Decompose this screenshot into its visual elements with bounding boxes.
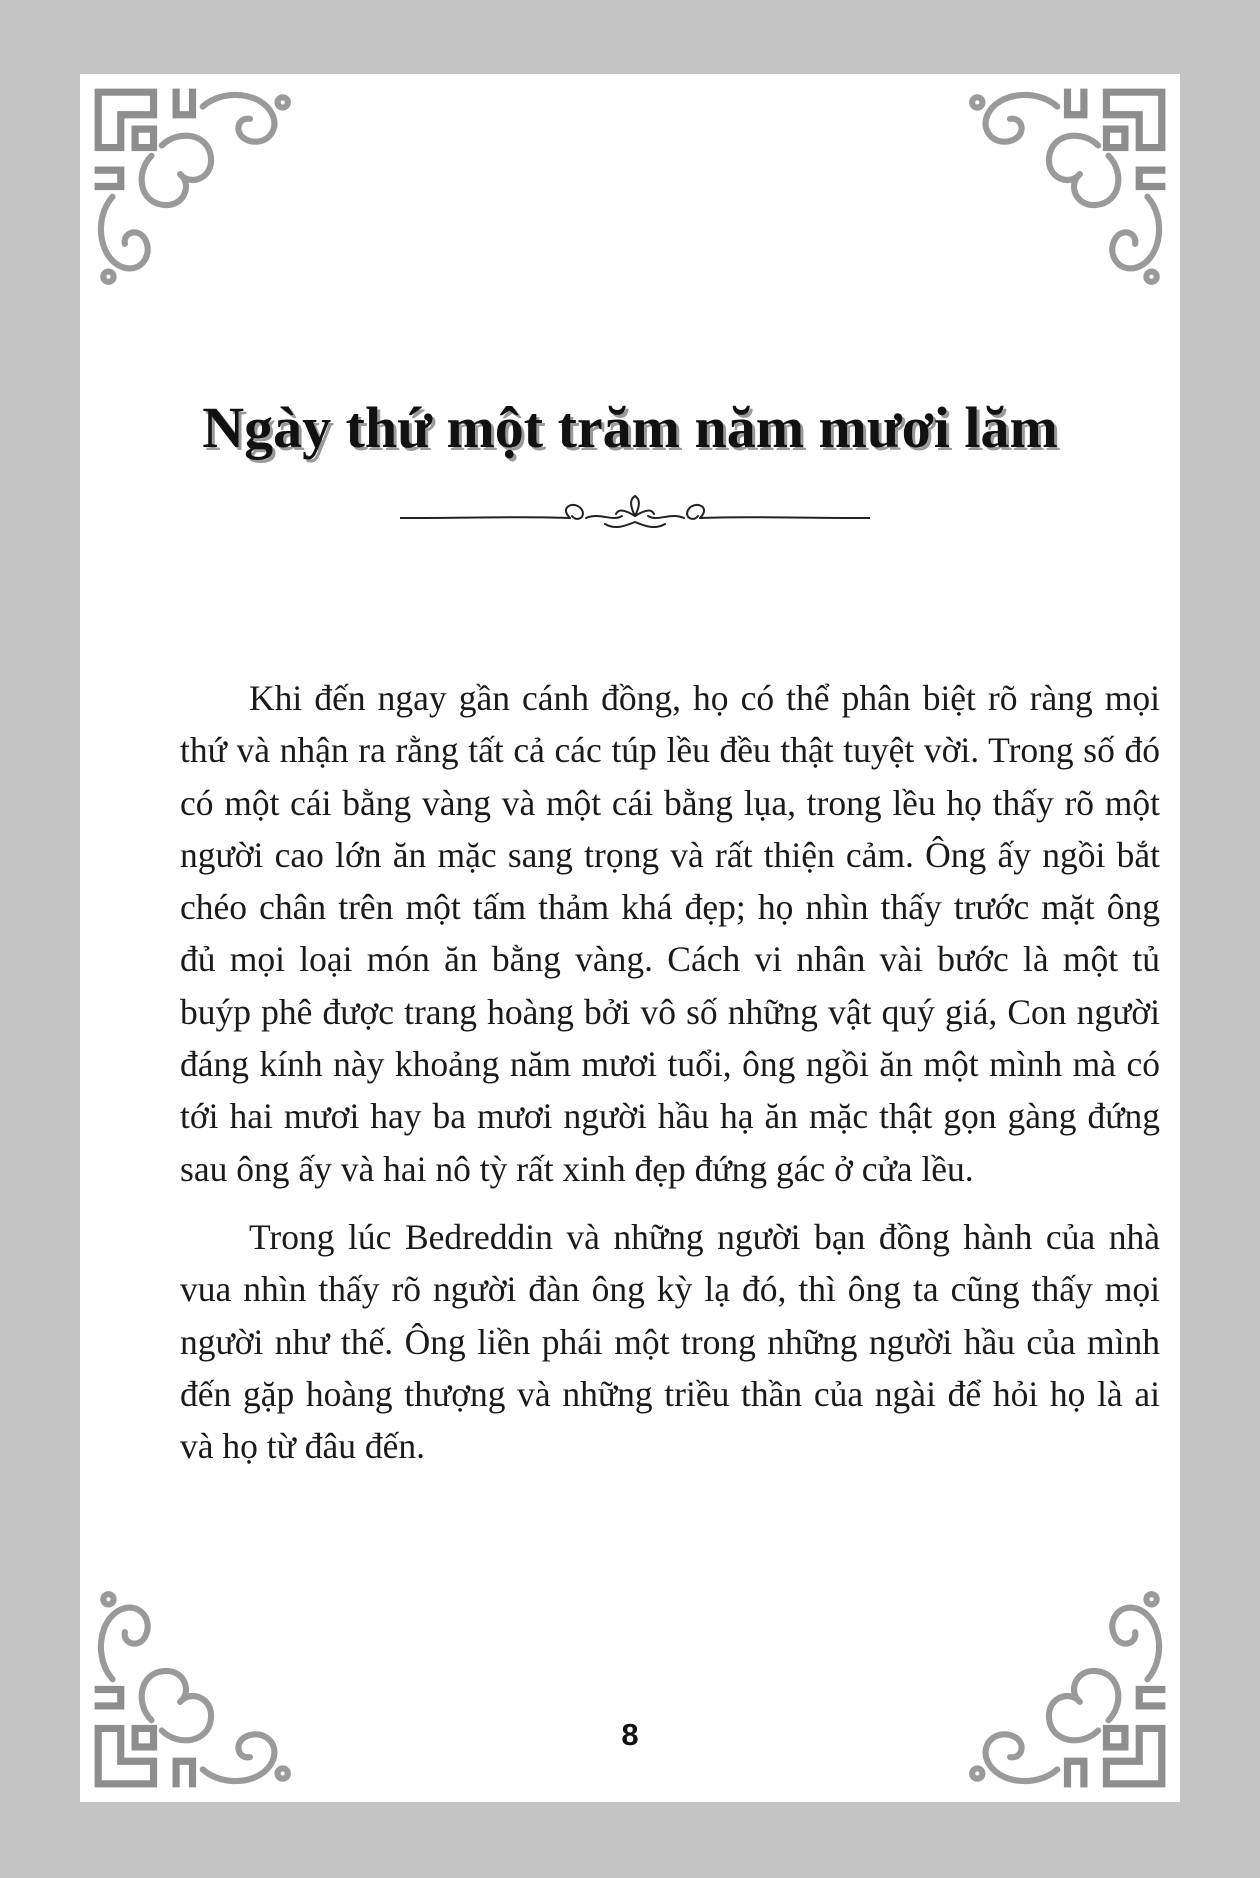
book-page [80,74,1180,1802]
corner-ornament-icon [90,84,295,289]
paragraph: Khi đến ngay gần cánh đồng, họ có thể phân biệt rõ ràng mọi thứ và nhận ra rằng tất cả các túp lều đều thật tuyệt vời. Trong số đó có một cái bằng vàng và một cái bằng lụa, trong lều họ thấy rõ một người cao lớn ăn mặc sang trọng và rất thiện cảm. Ông ấy ngồi bắt chéo chân trên một tấm thảm khá đẹp; họ nhìn thấy trước mặt ông đủ mọi loại món ăn bằng vàng. Cách vi nhân vài bước là một tủ buýp phê được trang hoàng bởi vô số những vật quý giá, Con người đáng kính này khoảng năm mươi tuổi, ông ngồi ăn một mình mà có tới hai mươi hay ba mươi người hầu hạ ăn mặc thật gọn gàng đứng sau ông ấy và hai nô tỳ rất xinh đẹp đứng gác ở cửa lều. [180,678,1160,1189]
corner-ornament-icon [965,84,1170,289]
page-number: 8 [621,1717,639,1752]
chapter-title: Ngày thứ một trăm năm mươi lăm [202,395,1058,460]
flourish-divider-icon [400,492,870,542]
paragraph: Trong lúc Bedreddin và những người bạn đồng hành của nhà vua nhìn thấy rõ người đàn ông kỳ lạ đó, thì ông ta cũng thấy mọi người như thế. Ông liền phái một trong những người hầu của mình đến gặp hoàng thượng và những triều thần của ngài để hỏi họ là ai và họ từ đâu đến. [180,1216,1160,1467]
body-text [180,672,1160,1472]
corner-ornament-icon [90,1587,295,1792]
corner-ornament-icon [965,1587,1170,1792]
